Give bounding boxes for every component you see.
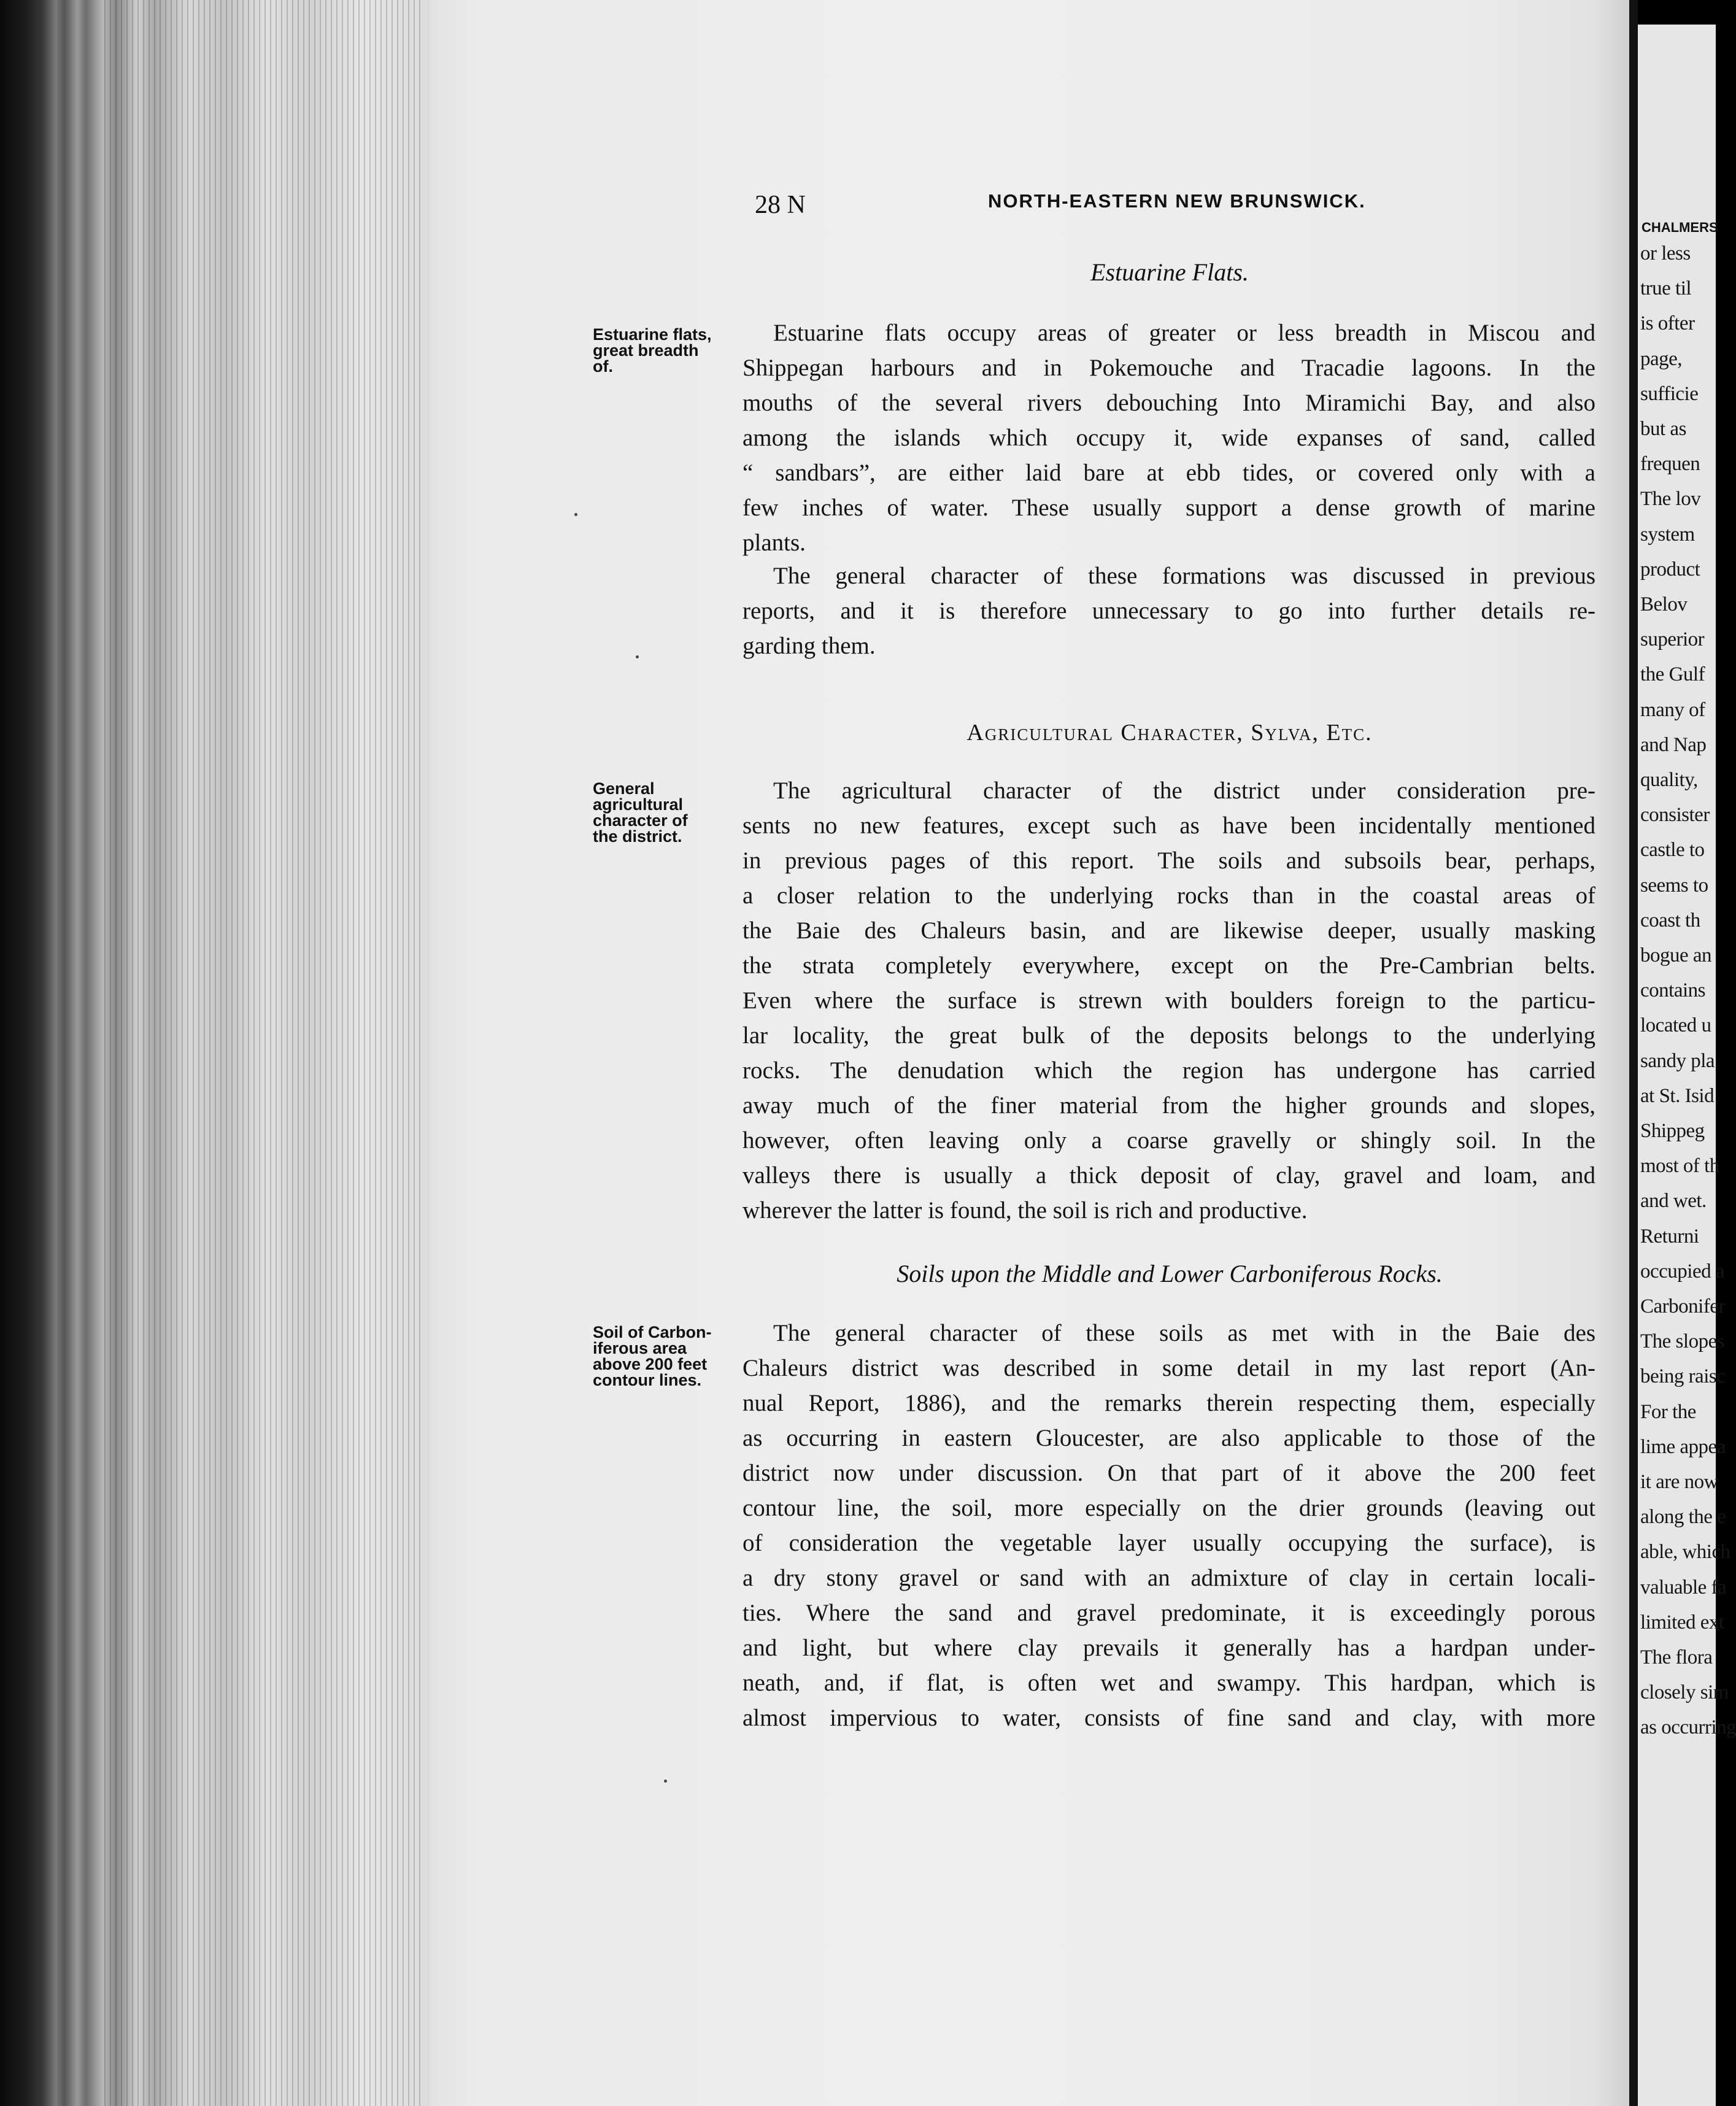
next-page-fragment: The flora [1640, 1646, 1713, 1668]
next-page-fragment: contains [1640, 979, 1705, 1002]
margin-note-line: General [593, 779, 655, 798]
text-line: wherever the latter is found, the soil is rich and productive. [743, 1197, 1308, 1224]
page-edges [104, 0, 423, 2106]
next-page-fragment: limited ext [1640, 1611, 1724, 1634]
next-page-fragment: or less [1640, 242, 1691, 264]
next-page-fragment: occupied a [1640, 1260, 1725, 1282]
next-page-fragment: along the e [1640, 1506, 1726, 1529]
text-line: neath, and, if flat, is often wet and swampy. This hardpan, which is [743, 1670, 1595, 1696]
next-page-strip [1638, 25, 1736, 2106]
scan-speck [664, 1780, 667, 1783]
next-page-fragment: The lov [1640, 488, 1701, 511]
next-page-header: CHALMERS [1641, 220, 1718, 235]
next-page-fragment: system [1640, 523, 1695, 546]
next-page-fragment: For the [1640, 1400, 1696, 1423]
next-page-fragment: but as [1640, 418, 1686, 440]
text-line: sents no new features, except such as have been incidentally mentioned [743, 812, 1595, 839]
text-line: plants. [743, 530, 806, 556]
margin-note-line: character of [593, 811, 688, 830]
scan-speck [574, 513, 577, 516]
text-line: in previous pages of this report. The soils and subsoils bear, perhaps, [743, 847, 1595, 874]
next-page-fragment: page, [1640, 347, 1683, 370]
next-page-fragment: lime appea [1640, 1435, 1726, 1458]
next-page-fragment: many of [1640, 698, 1705, 721]
margin-note-line: iferous area [593, 1339, 687, 1357]
section-heading-soils-carboniferous: Soils upon the Middle and Lower Carboniferous Rocks. [897, 1260, 1443, 1287]
margin-note-line: agricultural [593, 795, 684, 814]
next-page-fragment: being raisc [1640, 1365, 1726, 1388]
next-page-fragment: as occurring [1640, 1716, 1736, 1739]
next-page-fragment: the Gulf [1640, 663, 1705, 686]
next-page-fragment: product [1640, 558, 1700, 580]
text-line: lar locality, the great bulk of the deposits belongs to the underlying [743, 1022, 1595, 1049]
next-page-fragment: Carbonifer [1640, 1295, 1725, 1317]
paragraph-agricultural [743, 773, 1595, 1228]
text-line: of consideration the vegetable layer usually occupying the surface), is [743, 1530, 1595, 1556]
text-line: as occurring in eastern Gloucester, are also applicable to those of the [743, 1425, 1595, 1451]
text-line: however, often leaving only a coarse gravelly or shingly soil. In the [743, 1127, 1595, 1154]
paragraph-estuarine-2 [743, 558, 1595, 663]
next-page-fragment: seems to [1640, 874, 1708, 897]
margin-note-line: the district. [593, 827, 682, 846]
next-page-fragment: Shippeg [1640, 1120, 1705, 1142]
page-number: 28 N [755, 191, 806, 219]
next-page-fragment: and wet. [1640, 1190, 1707, 1213]
next-page-fragment: Returni [1640, 1225, 1699, 1248]
text-line: “ sandbars”, are either laid bare at ebb tides, or covered only with a [743, 460, 1595, 486]
text-line: few inches of water. These usually support a dense growth of marine [743, 495, 1595, 521]
text-line: the strata completely everywhere, except on the Pre-Cambrian belts. [743, 952, 1595, 979]
section-heading-estuarine-flats: Estuarine Flats. [1090, 258, 1249, 286]
text-line: valleys there is usually a thick deposit of clay, gravel and loam, and [743, 1162, 1595, 1189]
text-line: Even where the surface is strewn with boulders foreign to the particu- [743, 987, 1595, 1014]
next-page-fragment: The slopes [1640, 1330, 1725, 1353]
next-page-fragment: frequen [1640, 453, 1700, 476]
next-page-fragment: and Nap [1640, 733, 1707, 756]
text-line: the Baie des Chaleurs basin, and are likewise deeper, usually masking [743, 917, 1595, 944]
text-line: and light, but where clay prevails it generally has a hardpan under- [743, 1635, 1595, 1661]
margin-note-line: above 200 feet [593, 1355, 708, 1373]
text-line: Chaleurs district was described in some detail in my last report (An- [743, 1355, 1595, 1381]
next-page-fragment: coast th [1640, 909, 1700, 932]
next-page-fragment: Belov [1640, 593, 1688, 615]
next-page-fragment: bogue an [1640, 944, 1712, 966]
text-line: contour line, the soil, more especially on the drier grounds (leaving out [743, 1495, 1595, 1521]
text-line: garding them. [743, 633, 876, 659]
text-line: away much of the finer material from the higher grounds and slopes, [743, 1092, 1595, 1119]
text-line: a closer relation to the underlying rocks than in the coastal areas of [743, 882, 1595, 909]
text-line: The agricultural character of the district under consideration pre- [773, 777, 1595, 804]
next-page-fragment: castle to [1640, 839, 1705, 862]
text-line: The general character of these soils as met with in the Baie des [773, 1320, 1595, 1346]
next-page-fragment: is ofter [1640, 312, 1695, 335]
margin-note-soil-carboniferous [593, 1324, 746, 1388]
next-page-fragment: sufficie [1640, 382, 1699, 405]
next-page-fragment: most of th [1640, 1155, 1719, 1178]
next-page-fragment: quality, [1640, 769, 1698, 791]
next-page-fragment: superior [1640, 628, 1705, 651]
text-line: Shippegan harbours and in Pokemouche and Tracadie lagoons. In the [743, 355, 1595, 381]
margin-note-line: great breadth [593, 341, 699, 360]
text-line: a dry stony gravel or sand with an admixture of clay in certain locali- [743, 1565, 1595, 1591]
section-heading-agricultural-character: Agricultural Character, Sylva, Etc. [966, 720, 1373, 746]
next-page-fragment: able, which [1640, 1541, 1730, 1564]
next-page-fragment: located u [1640, 1014, 1711, 1037]
next-page-fragment: closely sim [1640, 1681, 1729, 1704]
text-line: almost impervious to water, consists of fine sand and clay, with more [743, 1705, 1595, 1731]
next-page-fragment: sandy pla [1640, 1049, 1715, 1072]
paragraph-estuarine-1 [743, 315, 1595, 560]
margin-note-estuarine-flats [593, 326, 746, 374]
text-line: among the islands which occupy it, wide expanses of sand, called [743, 425, 1595, 451]
text-line: The general character of these formations was discussed in previous [773, 563, 1595, 589]
text-line: reports, and it is therefore unnecessary to go into further details re- [743, 598, 1595, 624]
margin-note-general-agricultural [593, 781, 746, 844]
next-page-fragment: valuable fa [1640, 1576, 1727, 1599]
next-page-fragment: at St. Isid [1640, 1084, 1715, 1107]
text-line: ties. Where the sand and gravel predominate, it is exceedingly porous [743, 1600, 1595, 1626]
text-line: Estuarine flats occupy areas of greater or less breadth in Miscou and [773, 320, 1595, 346]
running-title: NORTH-EASTERN NEW BRUNSWICK. [988, 190, 1366, 212]
text-line: rocks. The denudation which the region has undergone has carried [743, 1057, 1595, 1084]
margin-note-line: of. [593, 357, 613, 376]
text-line: nual Report, 1886), and the remarks therein respecting them, especially [743, 1390, 1595, 1416]
margin-note-line: Soil of Carbon- [593, 1323, 712, 1341]
margin-note-line: Estuarine flats, [593, 325, 712, 344]
text-line: mouths of the several rivers debouching Into Miramichi Bay, and also [743, 390, 1595, 416]
next-page-fragment: it are now [1640, 1471, 1718, 1493]
next-page-fragment: consister [1640, 804, 1710, 827]
paragraph-soils-carboniferous [743, 1316, 1595, 1735]
text-line: district now under discussion. On that part of it above the 200 feet [743, 1460, 1595, 1486]
next-page-fragment: true til [1640, 277, 1692, 300]
page-gutter [1629, 0, 1638, 2106]
scan-speck [636, 655, 639, 658]
margin-note-line: contour lines. [593, 1371, 702, 1389]
